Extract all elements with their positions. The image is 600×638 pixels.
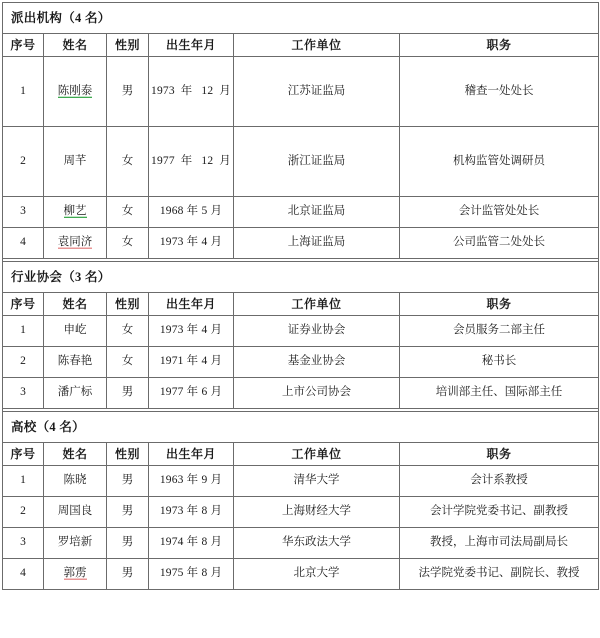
cell-birthdate: 1971 年 4 月 (149, 347, 234, 378)
column-header-row (3, 293, 599, 316)
table-row (3, 497, 599, 528)
cell-name (44, 528, 107, 559)
column-header-1: 姓名 (44, 34, 107, 57)
cell-index: 4 (3, 559, 44, 590)
cell-workplace: 基金业协会 (234, 347, 400, 378)
cell-name (44, 347, 107, 378)
cell-index: 1 (3, 466, 44, 497)
cell-gender: 男 (107, 559, 149, 590)
column-header-5: 职务 (400, 293, 599, 316)
column-header-row (3, 443, 599, 466)
cell-workplace: 清华大学 (234, 466, 400, 497)
cell-name (44, 57, 107, 127)
cell-birthdate: 1973 年 4 月 (149, 316, 234, 347)
section-title-row (3, 262, 599, 293)
column-header-4: 工作单位 (234, 293, 400, 316)
cell-gender: 女 (107, 197, 149, 228)
cell-workplace: 上市公司协会 (234, 378, 400, 409)
cell-position: 会计学院党委书记、副教授 (400, 497, 599, 528)
section-title-row (3, 412, 599, 443)
cell-birthdate: 1973 年 8 月 (149, 497, 234, 528)
plain-text: 周芊 (63, 154, 87, 167)
table-row (3, 528, 599, 559)
spellcheck-green-underline: 柳艺 (63, 205, 87, 218)
cell-index: 3 (3, 528, 44, 559)
cell-position: 会员服务二部主任 (400, 316, 599, 347)
table-row (3, 347, 599, 378)
cell-position: 稽查一处处长 (400, 57, 599, 127)
section-title-row (3, 3, 599, 34)
cell-index: 1 (3, 316, 44, 347)
column-header-5: 职务 (400, 34, 599, 57)
cell-name (44, 127, 107, 197)
table-row (3, 228, 599, 259)
cell-birthdate: 1977 年 6 月 (149, 378, 234, 409)
cell-gender: 男 (107, 466, 149, 497)
cell-name (44, 497, 107, 528)
cell-position: 会计监管处处长 (400, 197, 599, 228)
column-header-4: 工作单位 (234, 443, 400, 466)
column-header-1: 姓名 (44, 293, 107, 316)
spellcheck-green-underline: 陈刚泰 (57, 84, 93, 97)
cell-gender: 女 (107, 316, 149, 347)
column-header-1: 姓名 (44, 443, 107, 466)
section-title: 行业协会（3 名） (3, 262, 599, 293)
column-header-0: 序号 (3, 293, 44, 316)
cell-position: 公司监管二处处长 (400, 228, 599, 259)
section-title: 派出机构（4 名） (3, 3, 599, 34)
cell-birthdate: 1973 年 12 月 (149, 57, 234, 127)
cell-birthdate: 1974 年 8 月 (149, 528, 234, 559)
table-row (3, 316, 599, 347)
cell-index: 2 (3, 127, 44, 197)
cell-position: 法学院党委书记、副院长、教授 (400, 559, 599, 590)
spellcheck-red-underline: 袁同济 (57, 236, 93, 249)
cell-birthdate: 1975 年 8 月 (149, 559, 234, 590)
cell-workplace: 上海财经大学 (234, 497, 400, 528)
cell-birthdate: 1968 年 5 月 (149, 197, 234, 228)
column-header-0: 序号 (3, 34, 44, 57)
column-header-5: 职务 (400, 443, 599, 466)
column-header-3: 出生年月 (149, 34, 234, 57)
cell-position: 培训部主任、国际部主任 (400, 378, 599, 409)
column-header-3: 出生年月 (149, 293, 234, 316)
cell-index: 4 (3, 228, 44, 259)
cell-position: 机构监管处调研员 (400, 127, 599, 197)
cell-name (44, 466, 107, 497)
cell-position: 会计系教授 (400, 466, 599, 497)
cell-birthdate: 1973 年 4 月 (149, 228, 234, 259)
spellcheck-red-underline: 郭雳 (63, 567, 87, 580)
cell-index: 3 (3, 197, 44, 228)
cell-name (44, 316, 107, 347)
column-header-row (3, 34, 599, 57)
plain-text: 潘广标 (57, 386, 93, 399)
column-header-2: 性别 (107, 443, 149, 466)
section-title: 高校（4 名） (3, 412, 599, 443)
cell-index: 1 (3, 57, 44, 127)
cell-index: 3 (3, 378, 44, 409)
table-row (3, 197, 599, 228)
cell-gender: 女 (107, 127, 149, 197)
cell-birthdate: 1977 年 12 月 (149, 127, 234, 197)
column-header-3: 出生年月 (149, 443, 234, 466)
plain-text: 申屹 (63, 324, 87, 337)
column-header-2: 性别 (107, 293, 149, 316)
table-row (3, 127, 599, 197)
cell-gender: 男 (107, 528, 149, 559)
cell-gender: 女 (107, 347, 149, 378)
table-row (3, 559, 599, 590)
table-row (3, 57, 599, 127)
column-header-2: 性别 (107, 34, 149, 57)
cell-gender: 男 (107, 57, 149, 127)
table-row (3, 466, 599, 497)
column-header-4: 工作单位 (234, 34, 400, 57)
cell-index: 2 (3, 347, 44, 378)
plain-text: 陈晓 (63, 474, 87, 487)
cell-gender: 女 (107, 228, 149, 259)
cell-index: 2 (3, 497, 44, 528)
plain-text: 周国良 (57, 505, 93, 518)
cell-name (44, 559, 107, 590)
cell-gender: 男 (107, 497, 149, 528)
cell-workplace: 上海证监局 (234, 228, 400, 259)
cell-position: 教授，上海市司法局副局长 (400, 528, 599, 559)
cell-workplace: 北京证监局 (234, 197, 400, 228)
cell-workplace: 江苏证监局 (234, 57, 400, 127)
cell-workplace: 证券业协会 (234, 316, 400, 347)
cell-name (44, 197, 107, 228)
cell-name (44, 378, 107, 409)
cell-position: 秘书长 (400, 347, 599, 378)
plain-text: 陈春艳 (57, 355, 93, 368)
cell-workplace: 北京大学 (234, 559, 400, 590)
cell-birthdate: 1963 年 9 月 (149, 466, 234, 497)
plain-text: 罗培新 (57, 536, 93, 549)
personnel-table (2, 2, 599, 590)
cell-name (44, 228, 107, 259)
cell-workplace: 华东政法大学 (234, 528, 400, 559)
table-row (3, 378, 599, 409)
column-header-0: 序号 (3, 443, 44, 466)
cell-workplace: 浙江证监局 (234, 127, 400, 197)
cell-gender: 男 (107, 378, 149, 409)
